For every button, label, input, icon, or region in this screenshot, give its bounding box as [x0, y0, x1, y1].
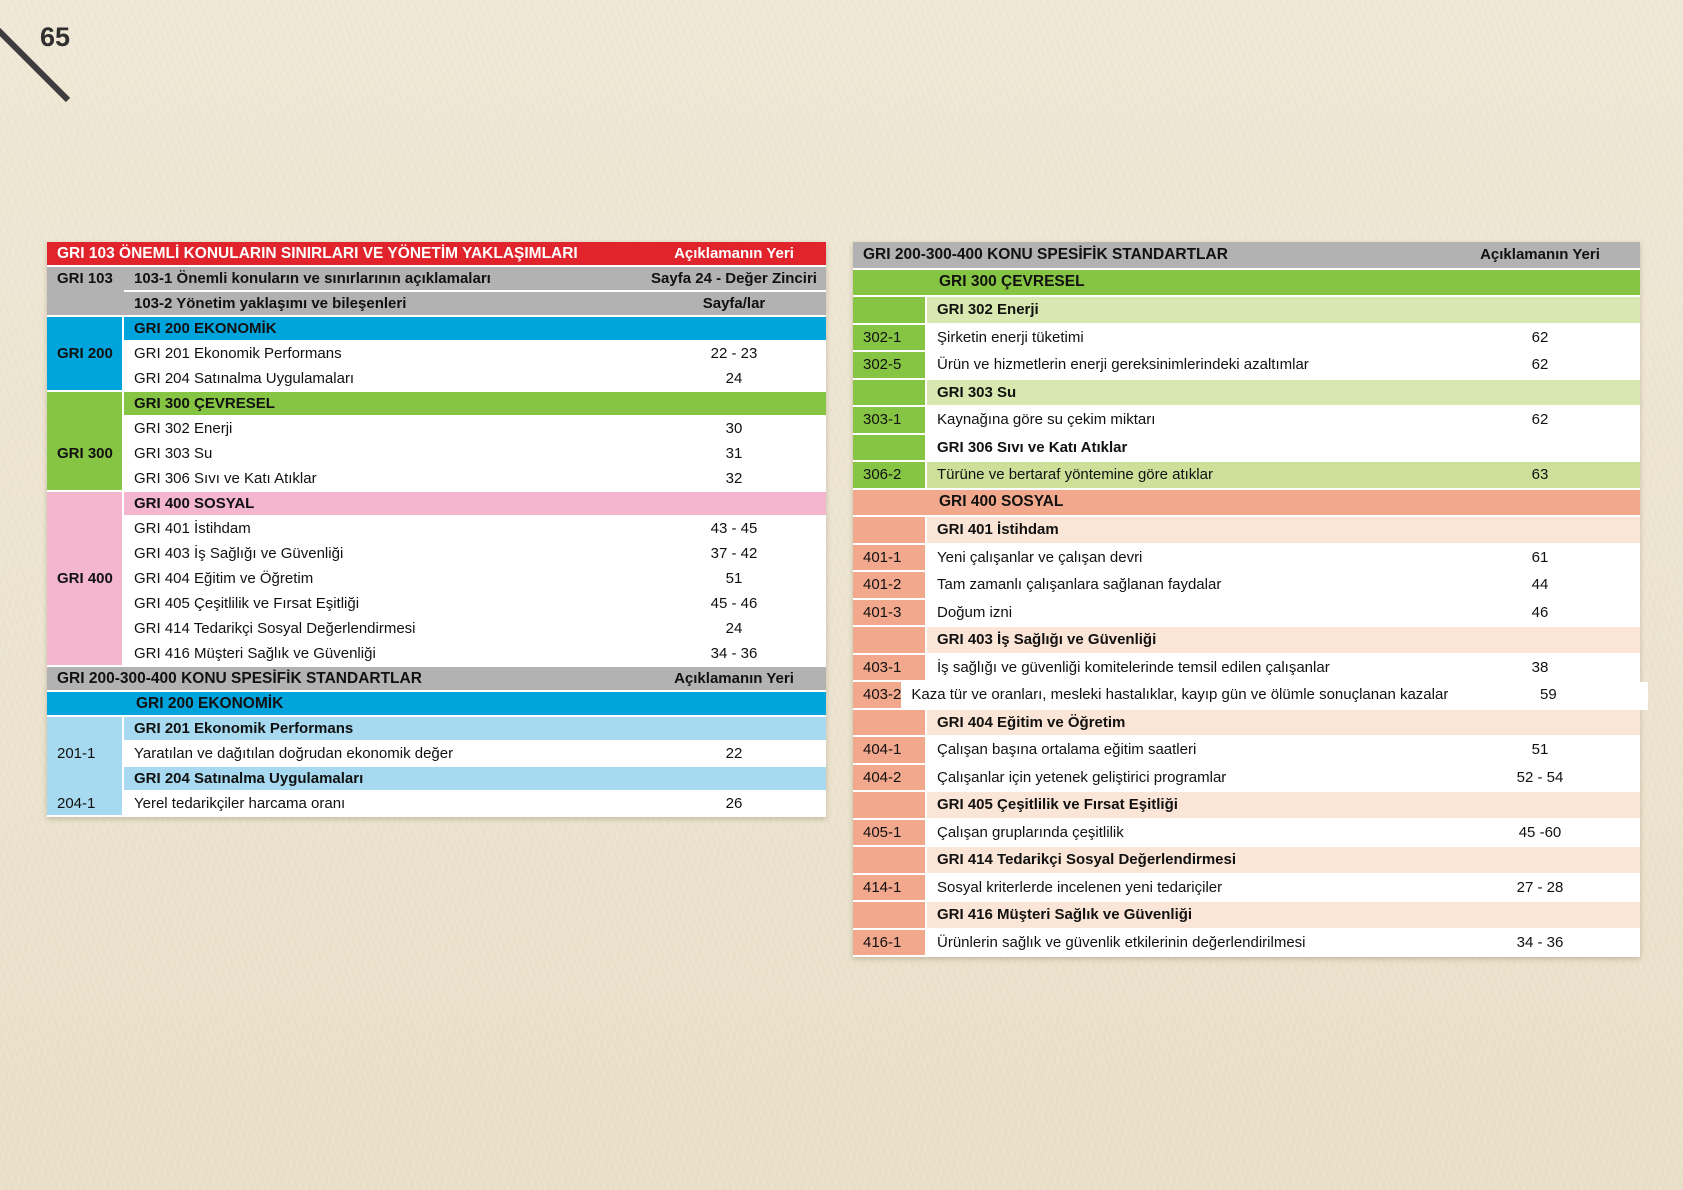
table-row [47, 492, 826, 517]
row-label: 416-1 [853, 930, 925, 958]
row-label: 201-1 [47, 742, 122, 767]
row-page-value: 27 - 28 [1440, 875, 1640, 903]
row-text: Çalışanlar için yetenek geliştirici programlar [927, 765, 1440, 793]
table-row [853, 655, 1640, 683]
row-label: GRI 103 [47, 267, 122, 292]
table-row [47, 517, 826, 542]
row-label: 302-1 [853, 325, 925, 353]
row-label: 401-1 [853, 545, 925, 573]
section-header-label: GRI 400 SOSYAL [853, 490, 1640, 518]
row-label [47, 317, 122, 342]
row-page-value: 37 - 42 [642, 542, 826, 567]
row-page-value: 30 [642, 417, 826, 442]
row-text: Ürün ve hizmetlerin enerji gereksinimlerindeki azaltımlar [927, 352, 1440, 380]
row-label [853, 435, 925, 463]
row-text: Kaza tür ve oranları, mesleki hastalıklar, kayıp gün ve ölümle sonuçlanan kazalar [901, 682, 1448, 710]
row-text: Yerel tedarikçiler harcama oranı [124, 792, 642, 817]
row-label: 303-1 [853, 407, 925, 435]
row-page-value: 46 [1440, 600, 1640, 628]
table-row [47, 317, 826, 342]
row-text: GRI 404 Eğitim ve Öğretim [124, 567, 642, 592]
row-page-value: 34 - 36 [642, 642, 826, 667]
table-row [853, 710, 1640, 738]
row-text: Yeni çalışanlar ve çalışan devri [927, 545, 1440, 573]
table-row [853, 352, 1640, 380]
row-text: GRI 303 Su [927, 380, 1440, 408]
table-row [853, 380, 1640, 408]
row-page-value: 62 [1440, 352, 1640, 380]
row-label: 404-2 [853, 765, 925, 793]
row-page-value [642, 492, 826, 517]
row-page-value [642, 767, 826, 792]
row-label: GRI 300 [47, 442, 122, 467]
row-text: Yaratılan ve dağıtılan doğrudan ekonomik değer [124, 742, 642, 767]
row-page-value: 52 - 54 [1440, 765, 1640, 793]
row-text: GRI 300 ÇEVRESEL [124, 392, 642, 417]
row-text: Çalışan gruplarında çeşitlilik [927, 820, 1440, 848]
row-text: 103-2 Yönetim yaklaşımı ve bileşenleri [124, 292, 642, 317]
section-header-label: GRI 200 EKONOMİK [47, 692, 826, 717]
row-text: GRI 200 EKONOMİK [124, 317, 642, 342]
row-text: Ürünlerin sağlık ve güvenlik etkilerinin değerlendirilmesi [927, 930, 1440, 958]
row-page-value: 62 [1440, 407, 1640, 435]
table-row [47, 742, 826, 767]
row-page-value: 44 [1440, 572, 1640, 600]
gri-topic-specific-standards-table [853, 242, 1640, 957]
row-page-value [1440, 710, 1640, 738]
table-row [853, 627, 1640, 655]
page-number: 65 [40, 22, 71, 52]
row-text: GRI 401 İstihdam [124, 517, 642, 542]
table-row [853, 847, 1640, 875]
row-page-value: 38 [1440, 655, 1640, 683]
table-row [853, 297, 1640, 325]
section-header-row [47, 667, 826, 692]
row-page-value: 26 [642, 792, 826, 817]
row-text: GRI 414 Tedarikçi Sosyal Değerlendirmesi [927, 847, 1440, 875]
section-header-row [853, 242, 1640, 270]
table-row [47, 717, 826, 742]
row-text: GRI 400 SOSYAL [124, 492, 642, 517]
row-page-value: 59 [1448, 682, 1648, 710]
row-page-value [642, 717, 826, 742]
row-label [853, 792, 925, 820]
row-text: GRI 302 Enerji [124, 417, 642, 442]
table-row [853, 792, 1640, 820]
row-text: Türüne ve bertaraf yöntemine göre atıklar [927, 462, 1440, 490]
row-label [853, 902, 925, 930]
row-page-value: 63 [1440, 462, 1640, 490]
table-row [47, 767, 826, 792]
row-label: 414-1 [853, 875, 925, 903]
row-page-value: Sayfa/lar [642, 292, 826, 317]
row-text: GRI 401 İstihdam [927, 517, 1440, 545]
row-text: GRI 306 Sıvı ve Katı Atıklar [927, 435, 1440, 463]
row-text: GRI 302 Enerji [927, 297, 1440, 325]
row-page-value: 24 [642, 617, 826, 642]
table-row [853, 765, 1640, 793]
row-page-value: 22 [642, 742, 826, 767]
table-row [853, 572, 1640, 600]
row-label: 403-2 [853, 682, 901, 710]
table-row [47, 342, 826, 367]
gri-103-management-approach-table [47, 242, 826, 817]
column-header-value: Açıklamanın Yeri [642, 242, 826, 267]
column-header-value: Açıklamanın Yeri [642, 667, 826, 692]
row-label [47, 617, 122, 642]
table-row [853, 682, 1640, 710]
row-page-value: 31 [642, 442, 826, 467]
row-text: Doğum izni [927, 600, 1440, 628]
row-label [47, 492, 122, 517]
row-text: GRI 403 İş Sağlığı ve Güvenliği [124, 542, 642, 567]
row-label: GRI 200 [47, 342, 122, 367]
row-label [853, 517, 925, 545]
row-label: GRI 400 [47, 567, 122, 592]
section-header-row [853, 490, 1640, 518]
row-label: 401-2 [853, 572, 925, 600]
row-label [47, 367, 122, 392]
row-text: GRI 414 Tedarikçi Sosyal Değerlendirmesi [124, 617, 642, 642]
row-label [853, 627, 925, 655]
table-row [47, 417, 826, 442]
row-text: GRI 416 Müşteri Sağlık ve Güvenliği [927, 902, 1440, 930]
section-header-row [853, 270, 1640, 298]
row-label [853, 847, 925, 875]
table-row [853, 875, 1640, 903]
row-page-value [1440, 380, 1640, 408]
row-text: Tam zamanlı çalışanlara sağlanan faydalar [927, 572, 1440, 600]
row-text: GRI 306 Sıvı ve Katı Atıklar [124, 467, 642, 492]
table-row [47, 392, 826, 417]
row-label [47, 767, 122, 792]
row-text: İş sağlığı ve güvenliği komitelerinde temsil edilen çalışanlar [927, 655, 1440, 683]
row-page-value: 62 [1440, 325, 1640, 353]
table-row [47, 267, 826, 292]
table-row [47, 617, 826, 642]
section-header-row [47, 242, 826, 267]
row-text: GRI 404 Eğitim ve Öğretim [927, 710, 1440, 738]
row-page-value [1440, 627, 1640, 655]
row-page-value: 43 - 45 [642, 517, 826, 542]
row-label: 401-3 [853, 600, 925, 628]
table-row [853, 462, 1640, 490]
table-row [47, 542, 826, 567]
table-row [47, 467, 826, 492]
row-label [853, 297, 925, 325]
row-text: GRI 201 Ekonomik Performans [124, 342, 642, 367]
row-text: GRI 204 Satınalma Uygulamaları [124, 367, 642, 392]
row-label: 404-1 [853, 737, 925, 765]
table-row [853, 737, 1640, 765]
row-label [47, 542, 122, 567]
row-page-value [642, 392, 826, 417]
row-page-value [1440, 902, 1640, 930]
row-page-value: Sayfa 24 - Değer Zinciri [642, 267, 826, 292]
column-header-value: Açıklamanın Yeri [1440, 242, 1640, 270]
section-header-label: GRI 200-300-400 KONU SPESİFİK STANDARTLAR [47, 667, 642, 692]
table-row [47, 592, 826, 617]
row-page-value [1440, 435, 1640, 463]
row-text: GRI 405 Çeşitlilik ve Fırsat Eşitliği [124, 592, 642, 617]
row-label [47, 417, 122, 442]
row-text: GRI 403 İş Sağlığı ve Güvenliği [927, 627, 1440, 655]
row-text: Çalışan başına ortalama eğitim saatleri [927, 737, 1440, 765]
row-label: 403-1 [853, 655, 925, 683]
row-text: Kaynağına göre su çekim miktarı [927, 407, 1440, 435]
row-page-value: 51 [642, 567, 826, 592]
table-row [853, 435, 1640, 463]
row-label [47, 292, 122, 317]
row-page-value: 45 - 46 [642, 592, 826, 617]
row-page-value: 61 [1440, 545, 1640, 573]
table-row [47, 792, 826, 817]
row-label [47, 392, 122, 417]
section-header-row [47, 692, 826, 717]
table-row [853, 902, 1640, 930]
row-page-value [1440, 297, 1640, 325]
table-row [47, 292, 826, 317]
row-label [47, 642, 122, 667]
table-row [853, 930, 1640, 958]
section-header-label: GRI 103 ÖNEMLİ KONULARIN SINIRLARI VE YÖNETİM YAKLAŞIMLARI [47, 242, 642, 267]
row-label [853, 380, 925, 408]
section-header-label: GRI 300 ÇEVRESEL [853, 270, 1640, 298]
row-page-value [1440, 517, 1640, 545]
row-page-value: 34 - 36 [1440, 930, 1640, 958]
table-row [853, 407, 1640, 435]
row-text: GRI 303 Su [124, 442, 642, 467]
row-text: GRI 201 Ekonomik Performans [124, 717, 642, 742]
row-label [47, 517, 122, 542]
row-text: 103-1 Önemli konuların ve sınırlarının açıklamaları [124, 267, 642, 292]
row-label [47, 467, 122, 492]
row-label: 204-1 [47, 792, 122, 817]
row-page-value [1440, 792, 1640, 820]
table-row [47, 367, 826, 392]
table-row [853, 517, 1640, 545]
table-row [853, 600, 1640, 628]
row-label [47, 717, 122, 742]
row-page-value: 45 -60 [1440, 820, 1640, 848]
row-label [853, 710, 925, 738]
row-text: Şirketin enerji tüketimi [927, 325, 1440, 353]
row-text: GRI 405 Çeşitlilik ve Fırsat Eşitliği [927, 792, 1440, 820]
section-header-label: GRI 200-300-400 KONU SPESİFİK STANDARTLAR [853, 242, 1440, 270]
row-text: Sosyal kriterlerde incelenen yeni tedariçiler [927, 875, 1440, 903]
row-text: GRI 416 Müşteri Sağlık ve Güvenliği [124, 642, 642, 667]
row-page-value: 24 [642, 367, 826, 392]
table-row [47, 442, 826, 467]
row-page-value [1440, 847, 1640, 875]
row-label: 306-2 [853, 462, 925, 490]
table-row [47, 567, 826, 592]
row-text: GRI 204 Satınalma Uygulamaları [124, 767, 642, 792]
table-row [853, 545, 1640, 573]
row-page-value: 22 - 23 [642, 342, 826, 367]
table-row [853, 820, 1640, 848]
row-label: 405-1 [853, 820, 925, 848]
row-page-value: 51 [1440, 737, 1640, 765]
row-label [47, 592, 122, 617]
row-page-value [642, 317, 826, 342]
table-row [47, 642, 826, 667]
table-row [853, 325, 1640, 353]
row-page-value: 32 [642, 467, 826, 492]
row-label: 302-5 [853, 352, 925, 380]
